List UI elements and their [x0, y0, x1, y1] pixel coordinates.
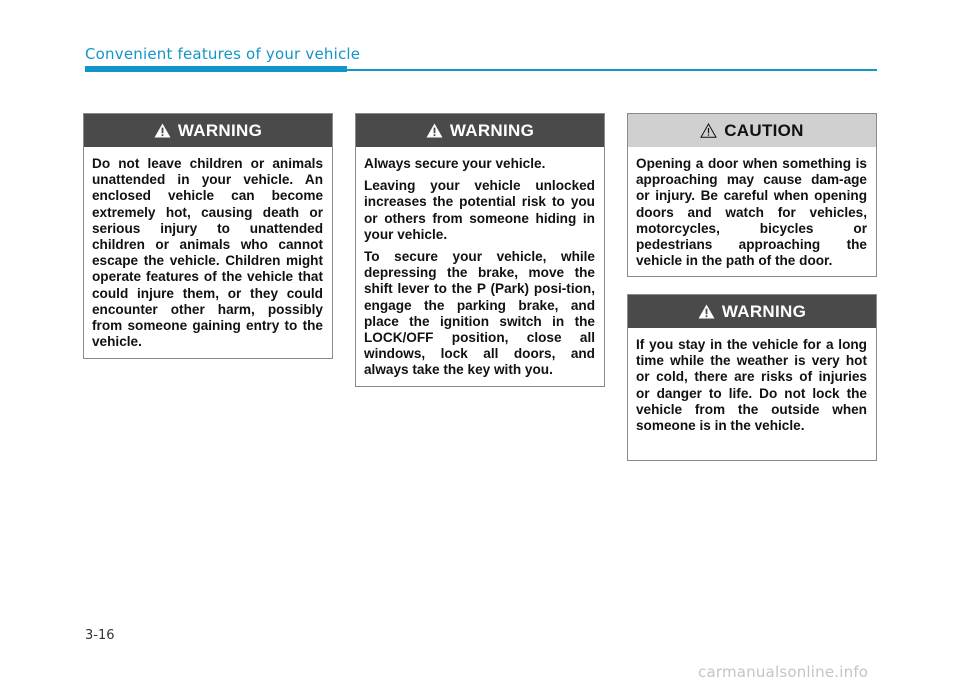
- caution-box-opening-door: [627, 113, 877, 277]
- warning-box-header: [628, 295, 876, 328]
- warning-text: To secure your vehicle, while depressing the brake, move the shift lever to the P (Park) posi-tion, engage the parking brake, and place the ignition switch in the LOCK/OFF position, close all windows, lock all doors, and always take the key with you.: [364, 249, 595, 378]
- warning-box-children-animals: [83, 113, 333, 359]
- caution-title: CAUTION: [724, 120, 804, 140]
- warning-box-body: [356, 147, 604, 389]
- warning-text: Leaving your vehicle unlocked increases the potential risk to you or others from someone hiding in your vehicle.: [364, 178, 595, 242]
- warning-text: Always secure your vehicle.: [364, 156, 546, 171]
- header-accent-bar: [85, 66, 347, 72]
- warning-box-hot-cold: [627, 294, 877, 461]
- warning-text: Do not leave children or animals unattended in your vehicle. An enclosed vehicle can become extremely hot, causing death or serious injury to unattended children or animals who cannot escape the vehicle. Children might operate features of the vehicle that could injure them, or they could encounter other harm, possibly from someone gaining entry to the vehicle.: [92, 156, 323, 350]
- header-rule: [347, 69, 877, 71]
- section-title: Convenient features of your vehicle: [85, 45, 361, 63]
- warning-box-body: [628, 328, 876, 444]
- warning-title: WARNING: [177, 120, 263, 140]
- warning-text: If you stay in the vehicle for a long time while the weather is very hot or cold, there are risks of injuries or danger to life. Do not lock the vehicle from the outside when someone is in the vehicle.: [636, 337, 867, 434]
- warning-title: WARNING: [721, 301, 807, 321]
- warning-box-header: [356, 114, 604, 147]
- caution-box-header: [628, 114, 876, 147]
- warning-title: WARNING: [449, 120, 535, 140]
- warning-box-secure-vehicle: [355, 113, 605, 387]
- warning-triangle-icon: [698, 304, 715, 319]
- caution-triangle-icon: [700, 123, 717, 138]
- warning-box-header: [84, 114, 332, 147]
- page-number: 3-16: [85, 628, 115, 643]
- caution-box-body: [628, 147, 876, 279]
- watermark: carmanualsonline.info: [698, 663, 869, 681]
- caution-text: Opening a door when something is approaching may cause dam-age or injury. Be careful when opening doors and watch for vehicles, motorcycles, bicycles or pedestrians approaching the vehicle in the path of the door.: [636, 156, 867, 269]
- warning-box-body: [84, 147, 332, 360]
- warning-triangle-icon: [154, 123, 171, 138]
- warning-triangle-icon: [426, 123, 443, 138]
